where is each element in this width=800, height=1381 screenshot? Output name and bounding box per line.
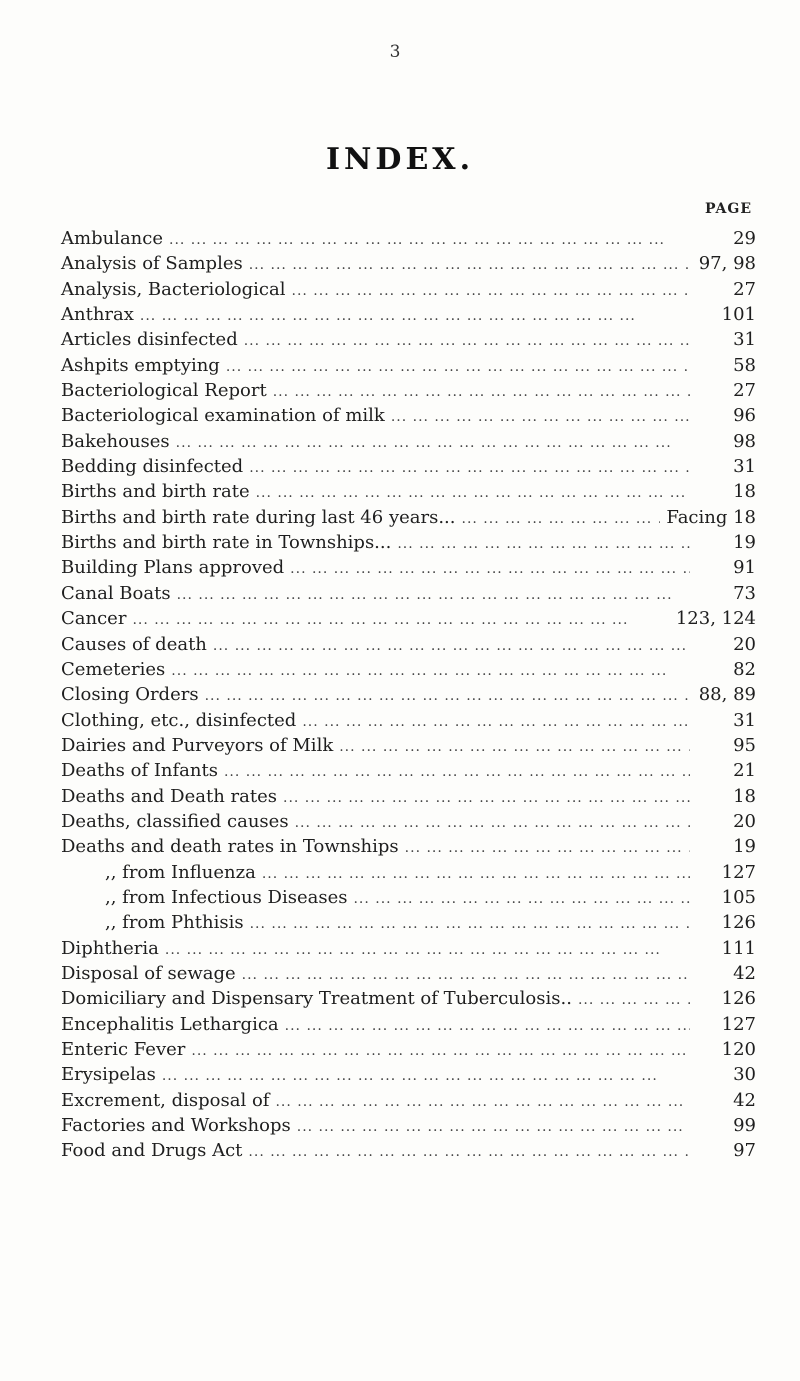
- dot-leader: [244, 329, 690, 354]
- index-entry-label: Erysipelas: [61, 1062, 162, 1087]
- dot-leader: [275, 1090, 690, 1115]
- index-entry: [61, 327, 756, 352]
- index-entry-page: 111: [690, 936, 756, 961]
- index-entry-label: Closing Orders: [61, 682, 205, 707]
- index-entry: [61, 1012, 756, 1037]
- dot-leader: [132, 608, 669, 633]
- dot-leader: [165, 938, 690, 963]
- dot-leader: [162, 1064, 690, 1089]
- index-entry-label: Births and birth rate during last 46 years...: [61, 505, 462, 530]
- dot-leader: [169, 228, 690, 253]
- dot-leader: [295, 811, 690, 836]
- index-entry: [61, 1088, 756, 1113]
- index-entry: [61, 1037, 756, 1062]
- index-entry-page: 120: [690, 1037, 756, 1062]
- index-entry-label: Births and birth rate in Townships...: [61, 530, 397, 555]
- index-entry-page: 91: [690, 555, 756, 580]
- index-entry-label: Excrement, disposal of: [61, 1088, 275, 1113]
- index-entry-page: 18: [690, 479, 756, 504]
- index-entry: [61, 1138, 756, 1163]
- index-entry-label: ,, from Influenza: [61, 860, 262, 885]
- index-entry-page: 31: [690, 327, 756, 352]
- index-entry-page: 88, 89: [690, 682, 756, 707]
- index-entry: [61, 936, 756, 961]
- index-entry-page: 42: [690, 961, 756, 986]
- dot-leader: [248, 1140, 690, 1165]
- index-entry: [61, 1113, 756, 1138]
- index-entry-label: ,, from Phthisis: [61, 910, 250, 935]
- index-entry-label: Enteric Fever: [61, 1037, 191, 1062]
- index-entry: [61, 834, 756, 859]
- page-title: INDEX.: [325, 142, 475, 177]
- index-entry-label: Causes of death: [61, 632, 213, 657]
- index-entry: [61, 809, 756, 834]
- index-entry-label: Bedding disinfected: [61, 454, 249, 479]
- index-entry: [61, 961, 756, 986]
- index-entry-label: Building Plans approved: [61, 555, 290, 580]
- page-column-header: PAGE: [705, 201, 752, 217]
- index-entry: [61, 885, 756, 910]
- index-entry-label: Ashpits emptying: [61, 353, 226, 378]
- index-entry-label: Clothing, etc., disinfected: [61, 708, 302, 733]
- index-entry-page: 29: [690, 226, 756, 251]
- index-entry-page: 20: [690, 632, 756, 657]
- dot-leader: [292, 279, 691, 304]
- index-entry-label: Dairies and Purveyors of Milk: [61, 733, 339, 758]
- index-entry-label: Deaths of Infants: [61, 758, 224, 783]
- dot-leader: [405, 836, 690, 861]
- index-entry: [61, 429, 756, 454]
- index-entry-label: Bacteriological Report: [61, 378, 273, 403]
- dot-leader: [302, 710, 690, 735]
- index-entry-label: Deaths, classified causes: [61, 809, 295, 834]
- index-entry: [61, 302, 756, 327]
- index-entry: [61, 277, 756, 302]
- dot-leader: [213, 634, 690, 659]
- index-entry: [61, 505, 756, 530]
- dot-leader: [391, 405, 690, 430]
- dot-leader: [462, 507, 661, 532]
- index-entry-page: 127: [690, 1012, 756, 1037]
- index-entry-page: 98: [690, 429, 756, 454]
- index-entry-label: Cancer: [61, 606, 132, 631]
- index-entry: [61, 657, 756, 682]
- index-entry-label: Analysis of Samples: [61, 251, 249, 276]
- index-entry-page: 20: [690, 809, 756, 834]
- dot-leader: [283, 786, 690, 811]
- dot-leader: [273, 380, 690, 405]
- index-entry-label: Ambulance: [61, 226, 169, 251]
- dot-leader: [297, 1115, 690, 1140]
- index-entry: [61, 632, 756, 657]
- index-entry-page: 95: [690, 733, 756, 758]
- index-entry: [61, 682, 756, 707]
- index-entry-page: 96: [690, 403, 756, 428]
- dot-leader: [226, 355, 690, 380]
- index-list: [61, 226, 756, 1164]
- index-entry-page: 97: [690, 1138, 756, 1163]
- dot-leader: [353, 887, 690, 912]
- index-entry: [61, 733, 756, 758]
- dot-leader: [256, 481, 690, 506]
- index-entry-label: Anthrax: [61, 302, 140, 327]
- dot-leader: [339, 735, 690, 760]
- index-entry-page: 27: [690, 277, 756, 302]
- index-entry-label: Canal Boats: [61, 581, 177, 606]
- index-entry: [61, 555, 756, 580]
- index-entry: [61, 378, 756, 403]
- index-entry-label: Deaths and death rates in Townships: [61, 834, 405, 859]
- dot-leader: [578, 988, 690, 1013]
- dot-leader: [250, 912, 690, 937]
- index-entry-page: 99: [690, 1113, 756, 1138]
- index-entry: [61, 581, 756, 606]
- index-entry-label: Diphtheria: [61, 936, 165, 961]
- index-entry-label: Bacteriological examination of milk: [61, 403, 391, 428]
- index-entry-page: 58: [690, 353, 756, 378]
- dot-leader: [290, 557, 690, 582]
- dot-leader: [262, 862, 690, 887]
- dot-leader: [285, 1014, 690, 1039]
- index-entry: [61, 1062, 756, 1087]
- index-entry-page: 27: [690, 378, 756, 403]
- index-entry-page: 105: [690, 885, 756, 910]
- dot-leader: [397, 532, 690, 557]
- index-entry-page: 73: [690, 581, 756, 606]
- dot-leader: [191, 1039, 690, 1064]
- dot-leader: [205, 684, 690, 709]
- index-entry: [61, 530, 756, 555]
- dot-leader: [249, 456, 690, 481]
- index-entry: [61, 479, 756, 504]
- index-entry: [61, 708, 756, 733]
- index-entry: [61, 403, 756, 428]
- index-entry: [61, 606, 756, 631]
- dot-leader: [177, 583, 690, 608]
- index-entry-label: Births and birth rate: [61, 479, 256, 504]
- index-entry-label: Encephalitis Lethargica: [61, 1012, 285, 1037]
- index-entry-label: Disposal of sewage: [61, 961, 242, 986]
- index-entry-label: Bakehouses: [61, 429, 176, 454]
- index-entry-label: Cemeteries: [61, 657, 171, 682]
- dot-leader: [140, 304, 690, 329]
- dot-leader: [176, 431, 690, 456]
- index-entry-page: 101: [690, 302, 756, 327]
- index-entry-page: 127: [690, 860, 756, 885]
- index-entry-page: 42: [690, 1088, 756, 1113]
- index-entry-page: 19: [690, 834, 756, 859]
- index-entry-page: 126: [690, 986, 756, 1011]
- index-entry-label: Articles disinfected: [61, 327, 244, 352]
- index-entry: [61, 226, 756, 251]
- index-entry: [61, 758, 756, 783]
- index-entry-page: 123, 124: [670, 606, 756, 631]
- index-entry-label: Food and Drugs Act: [61, 1138, 248, 1163]
- index-entry-page: 31: [690, 454, 756, 479]
- index-entry-page: Facing 18: [660, 505, 756, 530]
- index-entry: [61, 251, 756, 276]
- index-entry-page: 21: [690, 758, 756, 783]
- index-entry-page: 31: [690, 708, 756, 733]
- dot-leader: [249, 253, 690, 278]
- index-entry-page: 19: [690, 530, 756, 555]
- index-entry-label: Factories and Workshops: [61, 1113, 297, 1138]
- index-entry: [61, 986, 756, 1011]
- dot-leader: [171, 659, 690, 684]
- index-entry: [61, 784, 756, 809]
- index-entry-label: Domiciliary and Dispensary Treatment of Tuberculosis..: [61, 986, 578, 1011]
- index-entry-page: 82: [690, 657, 756, 682]
- dot-leader: [242, 963, 690, 988]
- index-entry: [61, 454, 756, 479]
- page-number: 3: [389, 42, 401, 62]
- index-entry-page: 18: [690, 784, 756, 809]
- index-entry-page: 126: [690, 910, 756, 935]
- index-entry: [61, 353, 756, 378]
- index-entry-label: Deaths and Death rates: [61, 784, 283, 809]
- dot-leader: [224, 760, 690, 785]
- index-entry-label: ,, from Infectious Diseases: [61, 885, 353, 910]
- index-entry: [61, 860, 756, 885]
- index-entry-page: 97, 98: [690, 251, 756, 276]
- index-entry-label: Analysis, Bacteriological: [61, 277, 292, 302]
- index-entry-page: 30: [690, 1062, 756, 1087]
- index-entry: [61, 910, 756, 935]
